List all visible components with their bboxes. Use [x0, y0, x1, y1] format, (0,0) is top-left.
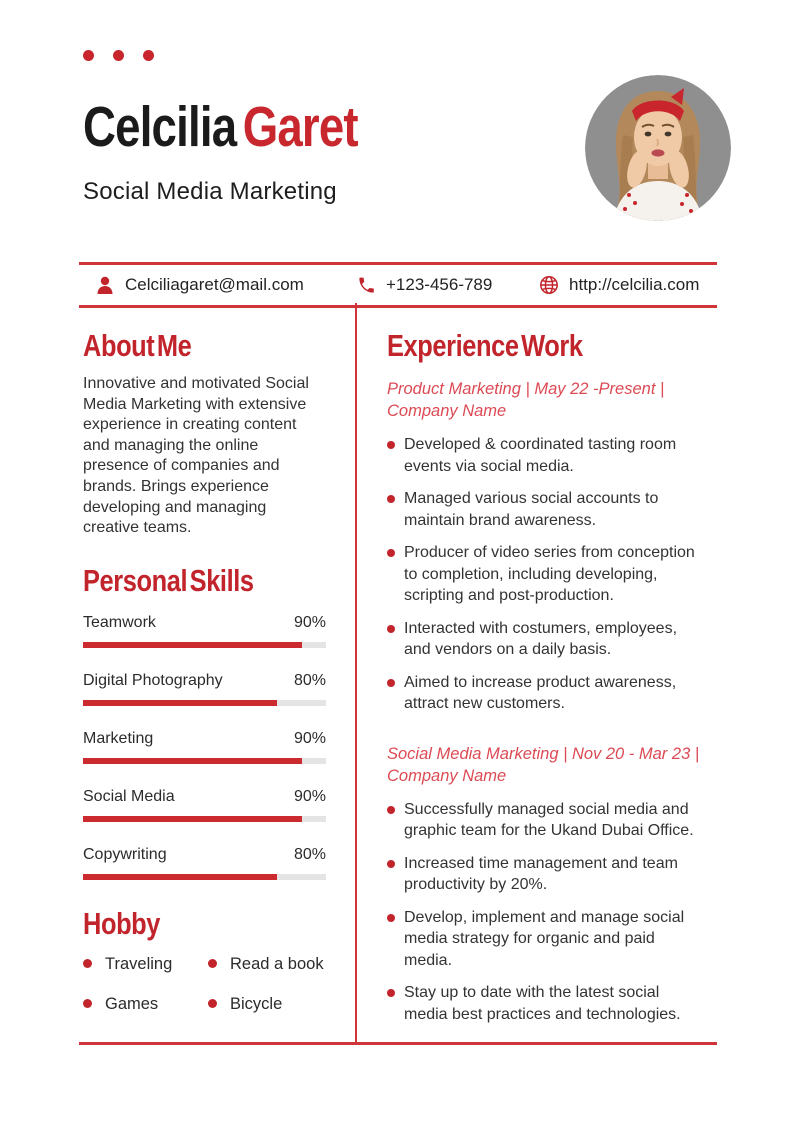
dot-icon	[83, 50, 94, 61]
bullet-dot-icon	[387, 679, 395, 687]
contact-phone[interactable]	[357, 265, 492, 305]
skill-bar-fill	[83, 642, 302, 648]
bullet-item	[387, 618, 697, 661]
bullet-dot-icon	[387, 495, 395, 503]
skill-item	[83, 845, 326, 880]
contact-email-text: Celciliagaret@mail.com	[125, 275, 304, 294]
skill-percent: 90%	[293, 729, 326, 747]
job-role-dates: Product Marketing | May 22 -Present |	[387, 380, 665, 398]
skill-percent: 90%	[293, 787, 326, 805]
contact-website-text: http://celcilia.com	[569, 275, 700, 294]
skills-section	[83, 563, 326, 880]
bullet-text: Successfully managed social media and graphic team for the Ukand Dubai Office.	[404, 800, 694, 839]
bullet-list	[387, 434, 697, 715]
about-title: About Me	[83, 328, 192, 363]
hobby-label: Bicycle	[230, 994, 283, 1013]
dot-icon	[143, 50, 154, 61]
person-icon	[95, 275, 115, 295]
bullet-item	[387, 982, 697, 1025]
skill-label: Digital Photography	[83, 671, 223, 689]
first-name: Celcilia	[83, 95, 237, 159]
skill-label: Copywriting	[83, 845, 167, 863]
skill-label: Teamwork	[83, 613, 156, 631]
bullet-item	[387, 672, 697, 715]
skill-item	[83, 787, 326, 822]
skill-bar-fill	[83, 874, 277, 880]
bullet-item	[387, 853, 697, 896]
skill-item	[83, 671, 326, 706]
skill-percent: 80%	[293, 845, 326, 863]
bullet-text: Developed & coordinated tasting room events via social media.	[404, 436, 677, 475]
job-subtitle: Social Media Marketing	[83, 178, 337, 205]
bullet-list	[387, 799, 697, 1026]
bullet-item	[387, 907, 697, 972]
bullet-item	[387, 799, 697, 842]
job-company: Company Name	[387, 402, 507, 420]
hobby-item	[208, 994, 326, 1014]
about-text: Innovative and motivated Social Media Marketing with extensive experience in creating content and managing the online presence of companies and brands. Brings experience developing and managing creative teams.	[83, 375, 309, 537]
skill-bar-fill	[83, 700, 277, 706]
bullet-dot-icon	[387, 549, 395, 557]
profile-photo-illustration	[585, 75, 731, 221]
bullet-text: Develop, implement and manage social media strategy for organic and paid media.	[404, 908, 685, 969]
skill-bar-track	[83, 874, 326, 880]
skill-bar-track	[83, 816, 326, 822]
page-title	[83, 96, 358, 159]
contact-phone-text: +123-456-789	[386, 275, 493, 294]
bullet-text: Producer of video series from conception to completion, including developing, scripting and post-production.	[404, 544, 695, 604]
hobby-section	[83, 906, 326, 1014]
bullet-text: Aimed to increase product awareness, attract new customers.	[404, 673, 677, 712]
skill-item	[83, 613, 326, 648]
bullet-dot-icon	[387, 625, 395, 633]
skill-percent: 80%	[293, 671, 326, 689]
hobby-label: Read a book	[230, 954, 324, 973]
bullet-icon	[83, 959, 92, 968]
last-name: Garet	[242, 95, 358, 159]
skills-title: Personal Skills	[83, 562, 254, 598]
skill-label: Marketing	[83, 729, 154, 747]
phone-icon	[357, 276, 376, 295]
hobby-item	[83, 954, 208, 974]
job-company: Company Name	[387, 766, 507, 785]
experience-title: Experience Work	[387, 328, 583, 363]
skill-label: Social Media	[83, 787, 175, 805]
job-heading	[387, 378, 697, 422]
globe-icon	[539, 275, 559, 295]
bullet-dot-icon	[387, 806, 395, 814]
bottom-rule	[79, 1042, 717, 1045]
bullet-icon	[83, 999, 92, 1008]
dot-icon	[113, 50, 124, 61]
bullet-dot-icon	[387, 989, 395, 997]
skill-bar-track	[83, 642, 326, 648]
bullet-item	[387, 488, 697, 531]
column-divider	[355, 303, 357, 1042]
bullet-item	[387, 542, 697, 607]
skill-bar-track	[83, 758, 326, 764]
bullet-text: Stay up to date with the latest social media best practices and technologies.	[404, 984, 681, 1023]
bullet-item	[387, 434, 697, 477]
bullet-icon	[208, 999, 217, 1008]
bullet-text: Managed various social accounts to maintain brand awareness.	[404, 490, 659, 529]
top-dots	[83, 50, 154, 61]
hobby-title: Hobby	[83, 905, 161, 941]
contact-bar	[79, 262, 717, 308]
skill-percent: 90%	[293, 613, 326, 631]
hobby-item	[208, 954, 326, 974]
contact-email[interactable]	[95, 265, 304, 305]
contact-website[interactable]	[539, 265, 699, 305]
job-heading	[387, 743, 700, 787]
hobby-label: Games	[105, 994, 159, 1013]
bullet-text: Interacted with costumers, employees, and vendors on a daily basis.	[404, 619, 678, 658]
bullet-dot-icon	[387, 441, 395, 449]
skill-item	[83, 729, 326, 764]
bullet-dot-icon	[387, 860, 395, 868]
skill-bar-track	[83, 700, 326, 706]
skill-bar-fill	[83, 758, 302, 764]
hobby-item	[83, 994, 208, 1014]
bullet-text: Increased time management and team productivity by 20%.	[404, 854, 678, 893]
hobby-label: Traveling	[105, 954, 173, 973]
skill-bar-fill	[83, 816, 302, 822]
left-column	[83, 328, 326, 1014]
profile-photo	[585, 75, 731, 221]
bullet-icon	[208, 959, 217, 968]
experience-section	[387, 328, 700, 1036]
job-role-dates: Social Media Marketing | Nov 20 - Mar 23 |	[387, 744, 700, 763]
bullet-dot-icon	[387, 914, 395, 922]
